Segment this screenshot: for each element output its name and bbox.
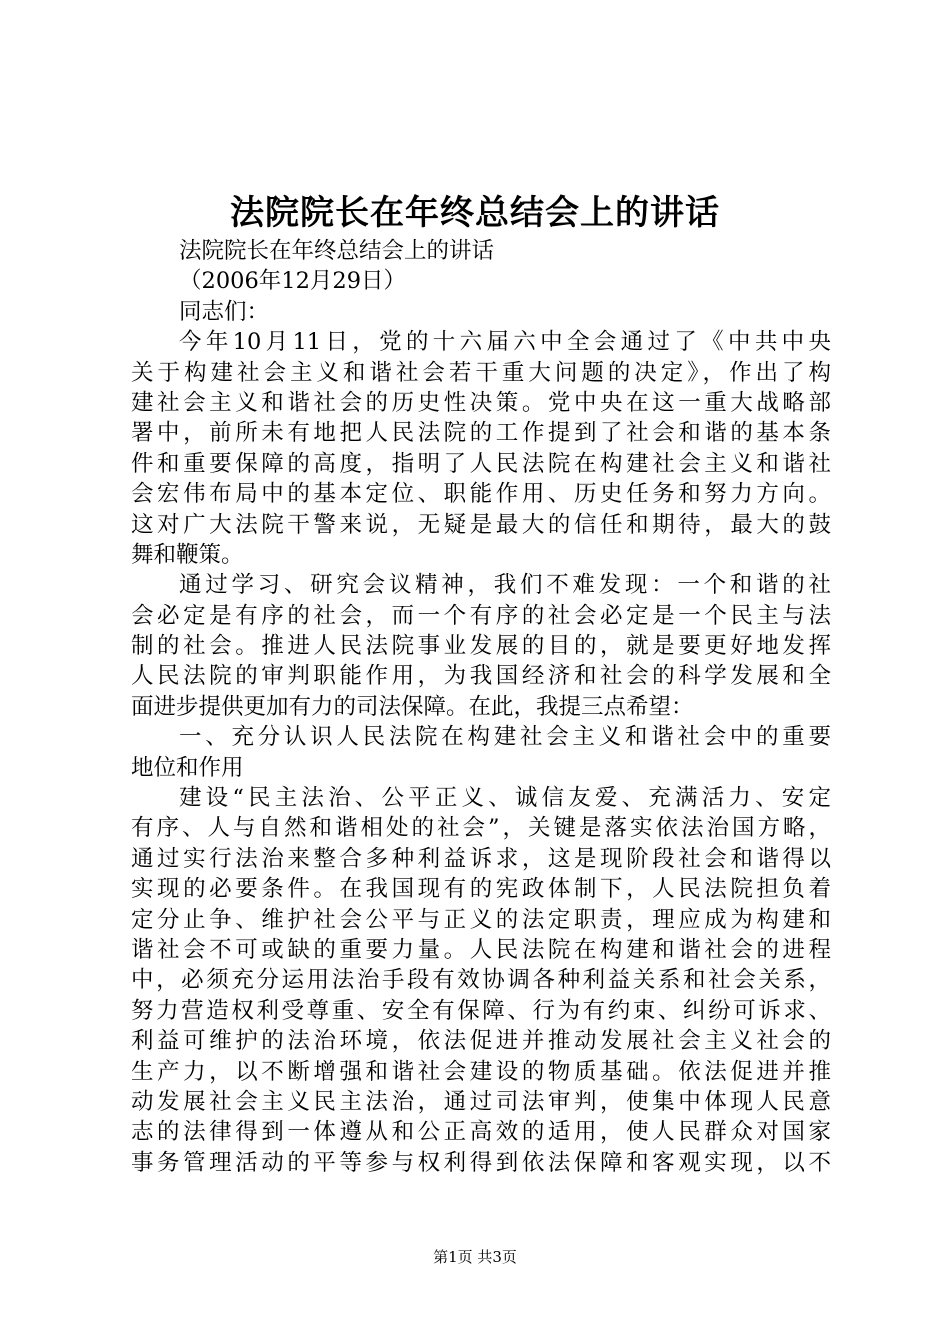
text-line: 定分止争、维护社会公平与正义的法定职责，理应成为构建和 [131, 906, 831, 933]
text-line: 面进步提供更加有力的司法保障。在此，我提三点希望： [131, 693, 694, 720]
text-line: 生产力，以不断增强和谐社会建设的物质基础。依法促进并推 [131, 1058, 831, 1085]
text-line: 署中，前所未有地把人民法院的工作提到了社会和谐的基本条 [131, 420, 831, 447]
text-line: 关于构建社会主义和谐社会若干重大问题的决定》，作出了构 [131, 359, 831, 386]
text-line: 人民法院的审判职能作用，为我国经济和社会的科学发展和全 [131, 663, 831, 690]
text-line: 动发展社会主义民主法治，通过司法审判，使集中体现人民意 [131, 1088, 831, 1115]
text-line: 制的社会。推进人民法院事业发展的目的，就是要更好地发挥 [131, 633, 831, 660]
text-line: 一、充分认识人民法院在构建社会主义和谐社会中的重要 [179, 724, 831, 751]
text-line: 地位和作用 [131, 754, 244, 781]
text-line: 利益可维护的法治环境，依法促进并推动发展社会主义社会的 [131, 1028, 831, 1055]
text-line: 同志们： [179, 298, 270, 325]
page-footer: 第1页 共3页 [433, 1248, 517, 1266]
text-line: 会宏伟布局中的基本定位、职能作用、历史任务和努力方向。 [131, 481, 831, 508]
text-line: 这对广大法院干警来说，无疑是最大的信任和期待，最大的鼓 [131, 511, 831, 538]
text-line: 通过实行法治来整合多种利益诉求，这是现阶段社会和谐得以 [131, 845, 831, 872]
text-line: 实现的必要条件。在我国现有的宪政体制下，人民法院担负着 [131, 876, 831, 903]
text-line: 志的法律得到一体遵从和公正高效的适用，使人民群众对国家 [131, 1119, 831, 1146]
text-line: 建社会主义和谐社会的历史性决策。党中央在这一重大战略部 [131, 389, 831, 416]
text-line: 建设“民主法治、公平正义、诚信友爱、充满活力、安定 [179, 785, 831, 812]
text-line: 会必定是有序的社会，而一个有序的社会必定是一个民主与法 [131, 602, 831, 629]
page-title: 法院院长在年终总结会上的讲话 [230, 193, 720, 233]
text-line: 今年10月11日，党的十六届六中全会通过了《中共中央 [179, 329, 831, 356]
text-line: 件和重要保障的高度，指明了人民法院在构建社会主义和谐社 [131, 450, 831, 477]
text-line: 通过学习、研究会议精神，我们不难发现：一个和谐的社 [179, 572, 831, 599]
text-line: 事务管理活动的平等参与权利得到依法保障和客观实现，以不 [131, 1149, 831, 1176]
text-line: 有序、人与自然和谐相处的社会”，关键是落实依法治国方略， [131, 815, 831, 842]
text-line: （2006年12月29日） [179, 268, 407, 295]
text-line: 法院院长在年终总结会上的讲话 [179, 238, 495, 264]
document-body [131, 236, 831, 1178]
text-line: 努力营造权利受尊重、安全有保障、行为有约束、纠纷可诉求、 [131, 997, 831, 1024]
text-line: 舞和鞭策。 [131, 541, 244, 568]
text-line: 谐社会不可或缺的重要力量。人民法院在构建和谐社会的进程 [131, 936, 831, 963]
text-line: 中，必须充分运用法治手段有效协调各种利益关系和社会关系， [131, 967, 831, 994]
